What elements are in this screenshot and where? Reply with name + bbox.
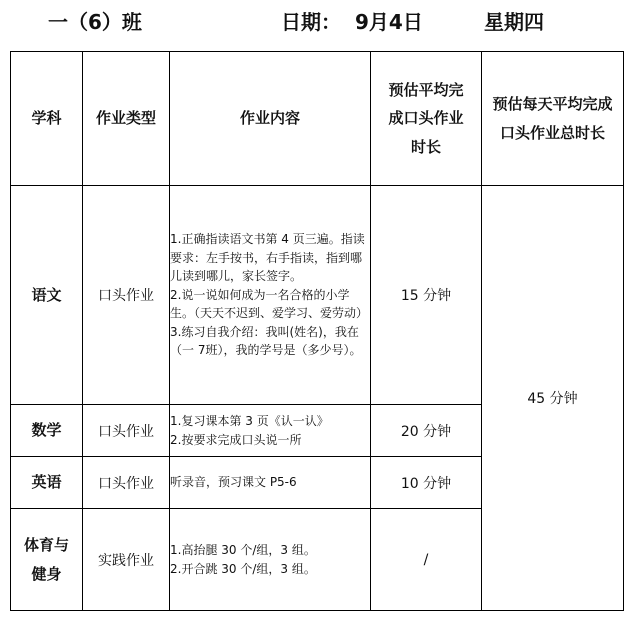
type-cell: 口头作业 <box>83 405 170 457</box>
total-duration-cell: 45 分钟 <box>482 186 624 611</box>
page-header <box>0 6 635 38</box>
content-cell <box>170 509 371 611</box>
weekday: 星期四 <box>484 10 544 34</box>
content-cell <box>170 457 371 509</box>
date-label: 日期： <box>281 10 341 34</box>
content-cell <box>170 405 371 457</box>
subject-cell: 数学 <box>11 405 83 457</box>
duration-cell: 15 分钟 <box>371 186 482 405</box>
subject-cell: 语文 <box>11 186 83 405</box>
content-cell <box>170 186 371 405</box>
duration-cell: / <box>371 509 482 611</box>
type-cell: 口头作业 <box>83 457 170 509</box>
content-line: 1.高抬腿 30 个/组，3 组。 <box>170 542 316 557</box>
content-line: 2.按要求完成口头说一所 <box>170 432 302 447</box>
content-line: 2.说一说如何成为一名合格的小学生。（天天不迟到、爱学习、爱劳动） <box>170 287 369 321</box>
column-header-subject: 学科 <box>11 52 83 186</box>
column-header-duration: 预估平均完成口头作业时长 <box>371 52 482 186</box>
table-header-row <box>11 52 624 186</box>
content-line: 1.正确指读语文书第 4 页三遍。指读要求：左手按书，右手指读，指到哪儿读到哪儿，家长签字。 <box>170 231 365 284</box>
content-line: 听录音，预习课文 P5-6 <box>170 475 297 490</box>
class-name: 一（6）班 <box>48 10 142 34</box>
content-line: 1.复习课本第 3 页《认一认》 <box>170 413 329 428</box>
date-value: 9月4日 <box>355 10 423 34</box>
column-header-total: 预估每天平均完成口头作业总时长 <box>482 52 624 186</box>
homework-table <box>10 51 624 611</box>
subject-cell: 英语 <box>11 457 83 509</box>
duration-cell: 20 分钟 <box>371 405 482 457</box>
content-line: 3.练习自我介绍：我叫(姓名)，我在（一 7班），我的学号是（多少号）。 <box>170 324 362 358</box>
type-cell: 实践作业 <box>83 509 170 611</box>
type-cell: 口头作业 <box>83 186 170 405</box>
table-row <box>11 186 624 405</box>
content-line: 2.开合跳 30 个/组，3 组。 <box>170 561 316 576</box>
subject-cell: 体育与健身 <box>11 509 83 611</box>
column-header-type: 作业类型 <box>83 52 170 186</box>
duration-cell: 10 分钟 <box>371 457 482 509</box>
column-header-content: 作业内容 <box>170 52 371 186</box>
